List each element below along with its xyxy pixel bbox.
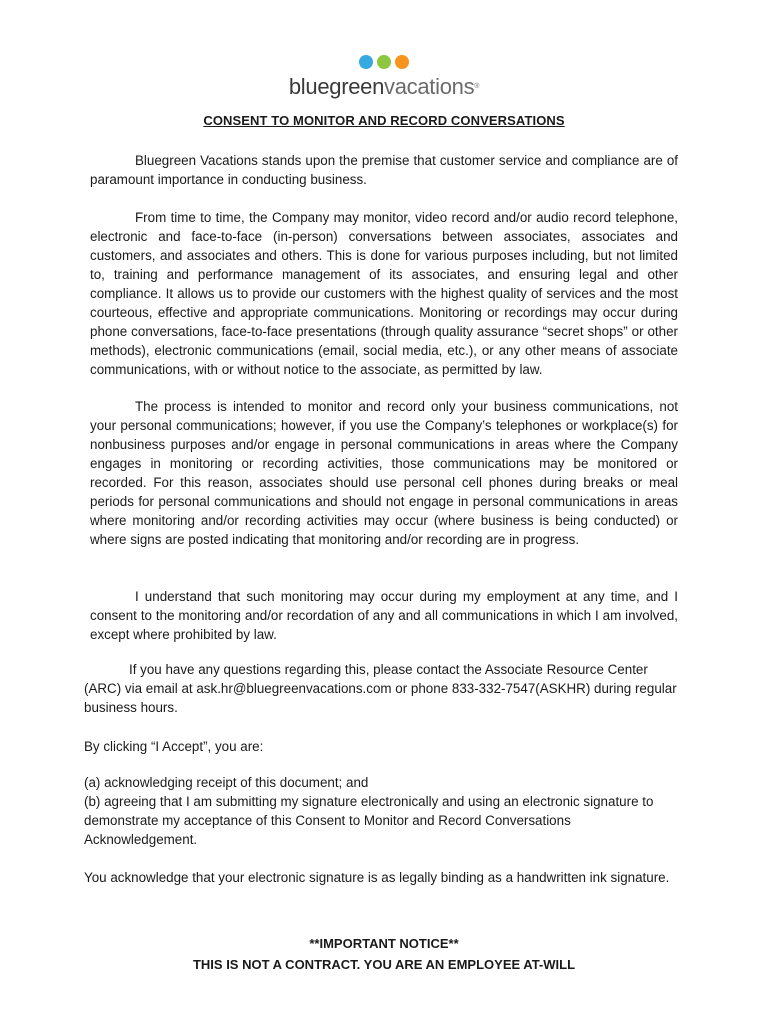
paragraph-by-clicking: By clicking “I Accept”, you are: [84, 739, 264, 754]
paragraph-understanding: I understand that such monitoring may occur during my employment at any time, and I consent to the monitoring and/or recordation of any and all communications in which I am involved, except where prohibited by law. [90, 589, 678, 642]
list-item-a: (a) acknowledging receipt of this document; and [84, 775, 369, 790]
document-title: CONSENT TO MONITOR AND RECORD CONVERSATIONS [203, 113, 565, 128]
list-item-b: (b) agreeing that I am submitting my signature electronically and using an electronic signature to demonstrate my acceptance of this Consent to Monitor and Record Conversations Acknowledgement. [84, 794, 654, 847]
logo-dot-orange [395, 55, 409, 69]
logo-trademark: ® [474, 83, 480, 90]
logo-text-bluegreen: bluegreen [288, 74, 385, 99]
important-notice-text: THIS IS NOT A CONTRACT. YOU ARE AN EMPLOYEE AT-WILL [192, 957, 576, 972]
important-notice-heading: **IMPORTANT NOTICE** [309, 936, 459, 951]
logo-dot-blue [359, 55, 373, 69]
paragraph-signature-binding: You acknowledge that your electronic signature is as legally binding as a handwritten ink signature. [84, 870, 670, 885]
logo-text-vacations: vacations [384, 74, 475, 99]
company-logo [0, 55, 768, 99]
paragraph-contact-arc: If you have any questions regarding this, please contact the Associate Resource Center (ARC) via email at ask.hr@bluegreenvacations.com or phone 833-332-7547(ASKHR) during regular business hours. [84, 662, 677, 715]
paragraph-premise: Bluegreen Vacations stands upon the premise that customer service and compliance are of paramount importance in conducting business. [90, 153, 678, 187]
paragraph-monitoring-purposes: From time to time, the Company may monitor, video record and/or audio record telephone, electronic and face-to-face (in-person) conversations between associates, associates and customers, and associates and others. This is done for various purposes including, but not limited to, training and performance management of its associates, and ensuring legal and other compliance. It allows us to provide our customers with the highest quality of services and the most courteous, effective and appropriate communications. Monitoring or recordings may occur during phone conversations, face-to-face presentations (through quality assurance “secret shops” or other methods), electronic communications (email, social media, etc.), or any other means of associate communications, with or without notice to the associate, as permitted by law. [90, 210, 678, 377]
logo-dot-green [377, 55, 391, 69]
logo-wordmark [0, 75, 768, 99]
paragraph-business-communications: The process is intended to monitor and record only your business communications, not your personal communications; however, if you use the Company’s telephones or workplace(s) for nonbusiness purposes and/or engage in personal communications in areas where the Company engages in monitoring or recording activities, those communications may be monitored or recorded. For this reason, associates should use personal cell phones during breaks or meal periods for personal communications and should not engage in personal communications in areas where monitoring and/or recording activities may occur (where business is being conducted) or where signs are posted indicating that monitoring and/or recording are in progress. [90, 399, 678, 547]
logo-dots [0, 55, 768, 72]
